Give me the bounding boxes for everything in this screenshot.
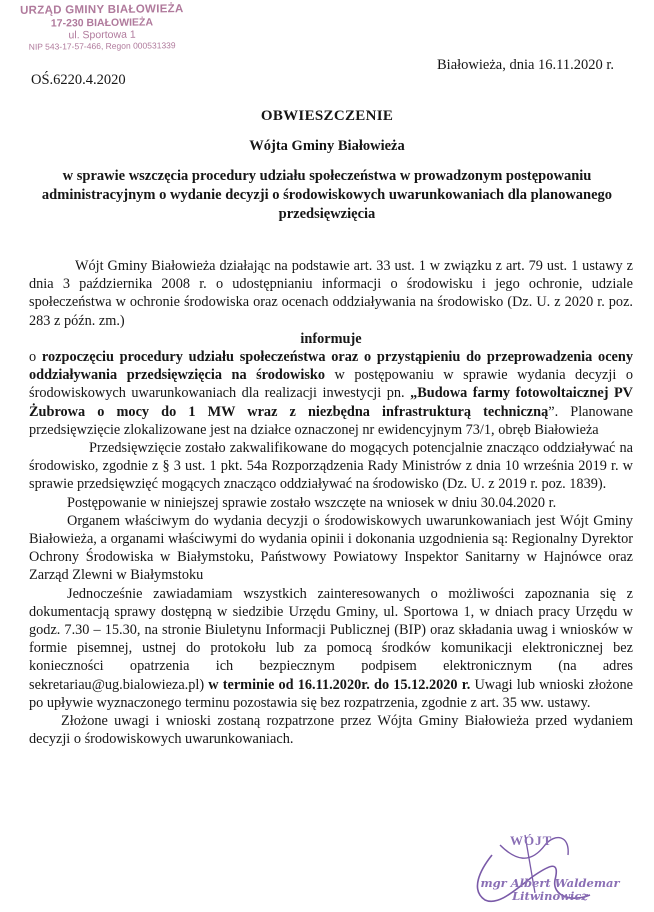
stamp-line-office: URZĄD GMINY BIAŁOWIEŻA bbox=[19, 3, 184, 17]
signature-name bbox=[460, 877, 640, 903]
stamp-line-nip: NIP 543-17-57-466, Regon 000531339 bbox=[28, 40, 176, 52]
reference-number: OŚ.6220.4.2020 bbox=[31, 72, 126, 88]
document-subject: w sprawie wszczęcia procedury udziału społeczeństwa w prowadzonym postępowaniu administracyjnym o wydanie decyzji o środowiskowych uwarunkowaniach dla planowanego przedsięwzięcia bbox=[41, 168, 613, 222]
paragraph-closing: Złożone uwagi i wnioski zostaną rozpatrzone przez Wójta Gminy Białowieża przed wydaniem decyzji o środowiskowych uwarunkowaniach. bbox=[29, 713, 633, 748]
signature-name-line2: Litwinowicz bbox=[512, 889, 588, 903]
stamp-line-street: ul. Sportowa 1 bbox=[68, 28, 136, 42]
paragraph-procedure-start: o bbox=[29, 349, 42, 366]
paragraph-notification-end: Uwagi lub wnioski złożone po upływie wyznaczonego terminu pozostawia się bez rozpatrzenia, zgodnie z art. 35 ww. ustawy. bbox=[29, 676, 633, 711]
paragraph-qualification: Przedsięwzięcie zostało zakwalifikowane do mogących potencjalnie znacząco oddziaływać na środowisko, zgodnie z § 3 ust. 1 pkt. 54a Rozporządzenia Rady Ministrów z dnia 10 września 2019 r. w sprawie przedsięwzięć mogących znacząco oddziaływać na środowisko (Dz. U. z 2019 r. poz. 1839). bbox=[29, 440, 633, 493]
stamp-line-postcode: 17-230 BIAŁOWIEŻA bbox=[50, 16, 154, 30]
signature-name-line1: mgr Albert Waldemar bbox=[480, 876, 620, 890]
informuje-heading: informuje bbox=[300, 330, 362, 347]
paragraph-initiation: Postępowanie w niniejszej sprawie zostało wszczęte na wniosek w dniu 30.04.2020 r. bbox=[67, 494, 557, 511]
document-subtitle: Wójta Gminy Białowieża bbox=[249, 138, 405, 154]
paragraph-authorities: Organem właściwym do wydania decyzji o środowiskowych uwarunkowaniach jest Wójt Gminy Białowieża, a organami właściwymi do wydania opinii i dokonania uzgodnienia są: Regionalny Dyrektor Ochrony Środowiska w Białymstoku, Państwowy Powiatowy Inspektor Sanitarny w Hajnówce oraz Zarząd Zlewni w Białymstoku bbox=[29, 512, 633, 584]
paragraph-notification-start: Jednocześnie zawiadamiam wszystkich zainteresowanych o możliwości zapoznania się z dokumentacją sprawy dostępną w siedzibie Urzędu Gminy, ul. Sportowa 1, w dniach pracy Urzędu w godz. 7.30 – 15.30, na stronie Biuletynu Informacji Publicznej (BIP) oraz składania uwag i wniosków w formie pisemnej, ustnej do protokołu lub za pomocą środków komunikacji elektronicznej bez konieczności opatrzenia ich bezpiecznym podpisem elektronicznym (na adres sekretariau@ug.bialowieza.pl) bbox=[29, 585, 633, 693]
deadline-bold: w terminie od 16.11.2020r. do 15.12.2020 r. bbox=[208, 676, 471, 693]
office-stamp bbox=[2, 3, 202, 52]
signature-block bbox=[440, 815, 640, 910]
investment-name: „Budowa farmy fotowoltaicznej PV Żubrowa o mocy do 1 MW wraz z niezbędna infrastrukturą techniczną bbox=[29, 385, 633, 420]
procedure-start-bold: rozpoczęciu procedury udziału społeczeństwa oraz o przystąpieniu do przeprowadzenia oceny oddziaływania przedsięwzięcia na środowisko bbox=[29, 349, 633, 384]
paragraph-legal-basis: Wójt Gminy Białowieża działając na podstawie art. 33 ust. 1 w związku z art. 79 ust. 1 ustawy z dnia 3 października 2008 r. o udostępnianiu informacji o środowisku i jego ochronie, udziale społeczeństwa w ochronie środowiska oraz ocenach oddziaływania na środowisko (Dz. U. z 2020 r. poz. 283 z późn. zm.) bbox=[29, 258, 633, 329]
paragraph-procedure bbox=[29, 348, 633, 439]
paragraph-notification bbox=[29, 585, 633, 712]
paragraph-procedure-mid: w postępowaniu w sprawie wydania decyzji o środowiskowych uwarunkowaniach dla realizacji inwestycji pn. bbox=[29, 367, 634, 402]
document-title: OBWIESZCZENIE bbox=[260, 108, 394, 124]
signature-title: WÓJT bbox=[510, 833, 553, 848]
document-body bbox=[29, 257, 633, 748]
paragraph-procedure-end: ”. Planowane przedsięwzięcie zlokalizowane jest na działce oznaczonej nr ewidencyjnym 73/1, obręb Białowieża bbox=[29, 403, 633, 438]
document-date: Białowieża, dnia 16.11.2020 r. bbox=[437, 57, 615, 73]
